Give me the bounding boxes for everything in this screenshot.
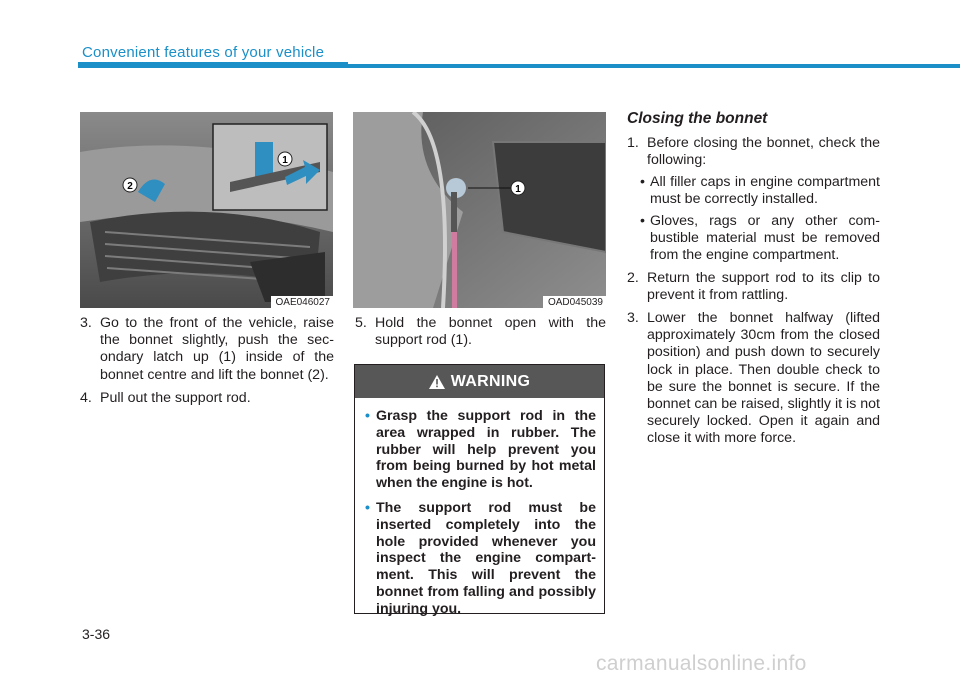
warning-item — [365, 408, 596, 492]
warning-text: The support rod must be inserted completely into the hole provided whenever you inspect the engine compartment. This will prevent the bonnet from falling and possibly injuring you. — [376, 499, 596, 617]
column-1-text — [80, 315, 334, 413]
warning-body — [355, 398, 604, 618]
figure-support-rod — [353, 112, 606, 308]
support-rod-illustration — [353, 112, 606, 308]
step-text: Return the support rod to its clip to prevent it from rattling. — [647, 269, 880, 303]
step-text: Go to the front of the vehicle, raise the bonnet slightly, push the secondary latch up (1) inside of the bonnet centre and lift the bonnet (2). — [100, 315, 334, 383]
warning-title: WARNING — [450, 372, 531, 390]
figure-code: OAE046027 — [271, 296, 334, 308]
step-2 — [627, 270, 880, 304]
warning-header — [355, 365, 604, 398]
closing-bonnet-heading: Closing the bonnet — [627, 110, 768, 127]
step-text: Pull out the support rod. — [100, 389, 251, 406]
step-1 — [627, 135, 880, 169]
checklist-item — [627, 174, 880, 208]
callout-2: 2 — [127, 181, 133, 192]
step-5 — [355, 315, 606, 349]
bullet-icon: • — [365, 499, 370, 516]
bullet-icon: • — [640, 173, 645, 190]
section-title: Convenient features of your vehicle — [82, 44, 325, 61]
step-text: Hold the bonnet open with the support rod (1). — [375, 315, 606, 349]
bullet-icon: • — [640, 213, 645, 230]
car-front-illustration — [80, 112, 333, 308]
step-number: 4. — [80, 389, 92, 406]
step-number: 2. — [627, 269, 639, 286]
step-3 — [627, 310, 880, 448]
watermark: carmanualsonline.info — [596, 652, 807, 675]
checklist-text: Gloves, rags or any other combustible material must be removed from the engine compartment. — [650, 213, 880, 264]
callout-1: 1 — [282, 155, 288, 166]
bullet-icon: • — [365, 408, 370, 424]
figure-code: OAD045039 — [543, 296, 606, 308]
step-text: Lower the bonnet halfway (lifted approximately 30cm from the closed position) and push down to securely lock in place. Then double check to be sure the bonnet is secure. If the bonnet can be raised, slightly it is not securely locked. Open it again and close it with more force. — [647, 310, 880, 447]
checklist-item — [627, 213, 880, 265]
column-3-text — [627, 110, 880, 454]
step-number: 1. — [627, 135, 639, 152]
step-number: 3. — [627, 310, 639, 327]
header-rule — [78, 64, 960, 68]
warning-item — [365, 500, 596, 618]
checklist-text: All filler caps in engine compartment must be correctly installed. — [650, 173, 880, 207]
column-2-text — [355, 315, 606, 355]
callout-1: 1 — [515, 184, 521, 195]
warning-text: Grasp the support rod in the area wrapped in rubber. The rubber will help prevent you from being burned by hot metal when the engine is hot. — [376, 408, 596, 492]
warning-triangle-icon — [429, 375, 445, 389]
figure-bonnet-latch — [80, 112, 333, 308]
step-number: 3. — [80, 315, 92, 331]
step-number: 5. — [355, 315, 367, 331]
step-4 — [80, 390, 334, 407]
step-text: Before closing the bonnet, check the following: — [647, 135, 880, 169]
warning-box — [354, 364, 605, 617]
step-3 — [80, 315, 334, 384]
page-number: 3-36 — [82, 626, 111, 642]
